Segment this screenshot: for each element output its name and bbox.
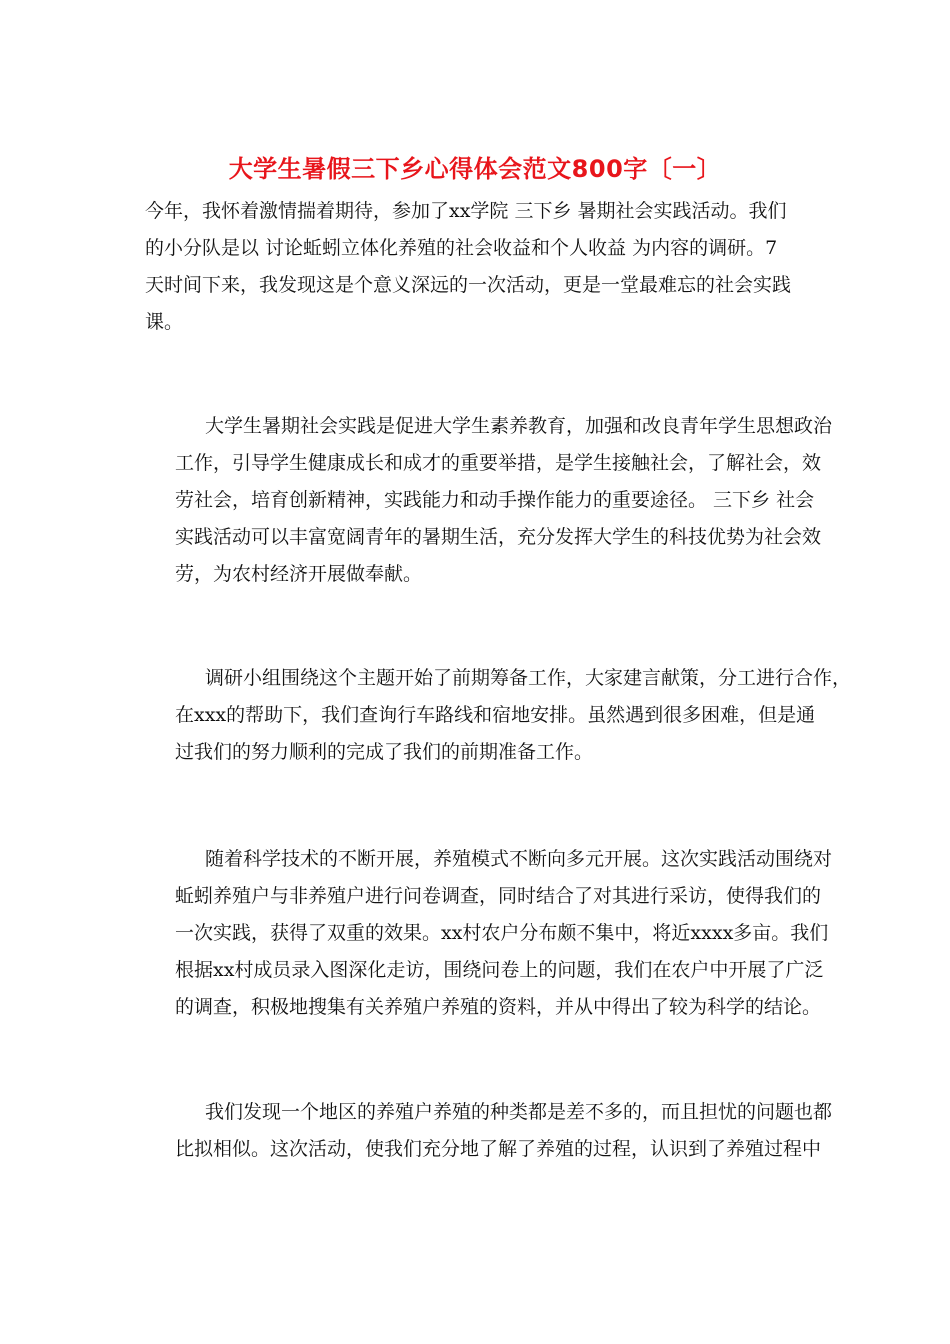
paragraph-line: 根据xx村成员录入图深化走访，围绕问卷上的问题，我们在农户中开展了广泛 xyxy=(175,959,824,981)
paragraph-line: 今年，我怀着激情揣着期待，参加了xx学院 三下乡 暑期社会实践活动。我们 xyxy=(145,200,787,222)
paragraph-2 xyxy=(145,408,833,593)
paragraph-line: 一次实践，获得了双重的效果。xx村农户分布颇不集中，将近xxxx多亩。我们 xyxy=(175,922,829,944)
paragraph-1 xyxy=(145,193,825,341)
paragraph-line: 比拟相似。这次活动，使我们充分地了解了养殖的过程，认识到了养殖过程中 xyxy=(175,1138,822,1160)
paragraph-line: 工作，引导学生健康成长和成才的重要举措，是学生接触社会，了解社会，效 xyxy=(175,452,822,474)
paragraph-4 xyxy=(145,841,833,1026)
paragraph-3 xyxy=(145,660,852,771)
paragraph-5 xyxy=(145,1094,833,1168)
paragraph-line: 课。 xyxy=(145,311,184,333)
paragraph-line: 劳社会，培育创新精神，实践能力和动手操作能力的重要途径。 三下乡 社会 xyxy=(175,489,815,511)
paragraph-line: 调研小组围绕这个主题开始了前期筹备工作，大家建言献策，分工进行合作， xyxy=(205,667,852,689)
paragraph-line: 在xxx的帮助下，我们查询行车路线和宿地安排。虽然遇到很多困难，但是通 xyxy=(175,704,816,726)
paragraph-line: 的调查，积极地搜集有关养殖户养殖的资料，并从中得出了较为科学的结论。 xyxy=(175,996,822,1018)
paragraph-line: 过我们的努力顺利的完成了我们的前期准备工作。 xyxy=(175,741,594,763)
paragraph-line: 天时间下来，我发现这是个意义深远的一次活动，更是一堂最难忘的社会实践 xyxy=(145,274,792,296)
paragraph-line: 实践活动可以丰富宽阔青年的暑期生活，充分发挥大学生的科技优势为社会效 xyxy=(175,526,822,548)
paragraph-line: 大学生暑期社会实践是促进大学生素养教育，加强和改良青年学生思想政治 xyxy=(205,415,833,437)
paragraph-line: 蚯蚓养殖户与非养殖户进行问卷调查，同时结合了对其进行采访，使得我们的 xyxy=(175,885,822,907)
paragraph-line: 随着科学技术的不断开展，养殖模式不断向多元开展。这次实践活动围绕对 xyxy=(205,848,833,870)
paragraph-line: 的小分队是以 讨论蚯蚓立体化养殖的社会收益和个人收益 为内容的调研。7 xyxy=(145,237,778,259)
paragraph-line: 我们发现一个地区的养殖户养殖的种类都是差不多的，而且担忧的问题也都 xyxy=(205,1101,833,1123)
document-title: 大学生暑假三下乡心得体会范文800字〔一〕 xyxy=(228,155,722,183)
paragraph-line: 劳，为农村经济开展做奉献。 xyxy=(175,563,423,585)
